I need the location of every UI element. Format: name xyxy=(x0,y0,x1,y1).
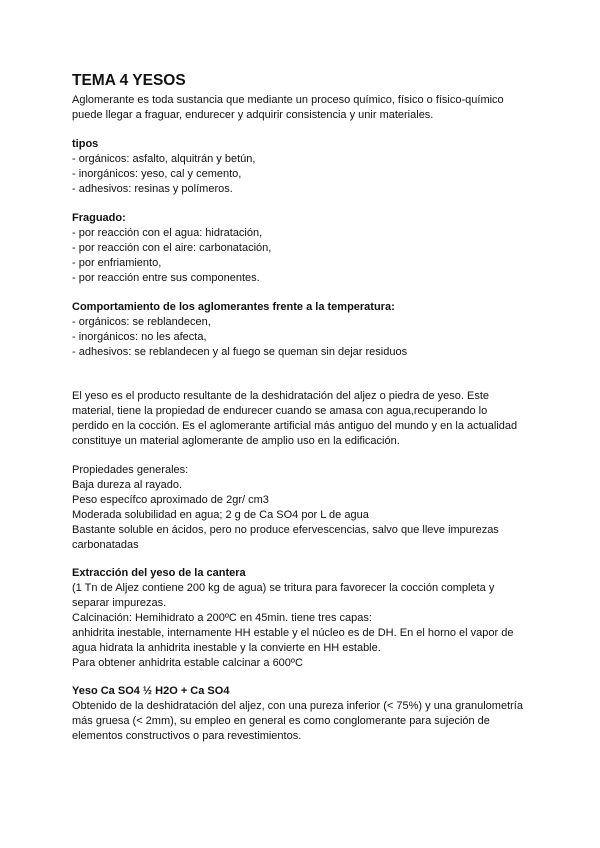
yeso-definition-line: material, tiene la propiedad de endurecer cuando se amasa con agua,recuperando lo xyxy=(72,405,488,417)
section-heading-propiedades: Propiedades generales: xyxy=(72,464,189,476)
section-heading-comportamiento: Comportamiento de los aglomerantes frente a la temperatura: xyxy=(72,301,395,313)
extraccion-line: separar impurezas. xyxy=(72,597,167,609)
comportamiento-item: - adhesivos: se reblandecen y al fuego se queman sin dejar residuos xyxy=(72,346,408,358)
tipos-item: - inorgánicos: yeso, cal y cemento, xyxy=(72,168,242,180)
yeso-definition-line: perdido en la cocción. Es el aglomerante artificial más antiguo del mundo y en la actualidad xyxy=(72,420,518,432)
section-heading-extraccion: Extracción del yeso de la cantera xyxy=(72,567,246,579)
comportamiento-item: - inorgánicos: no les afecta, xyxy=(72,331,207,343)
section-heading-fraguado: Fraguado: xyxy=(72,212,126,224)
yeso-ca-line: elementos constructivos o para revestimientos. xyxy=(72,730,302,742)
fraguado-item: - por reacción con el aire: carbonatación, xyxy=(72,242,272,254)
comportamiento-item: - orgánicos: se reblandecen, xyxy=(72,316,211,328)
propiedades-item: carbonatadas xyxy=(72,539,139,551)
fraguado-item: - por reacción con el agua: hidratación, xyxy=(72,227,263,239)
yeso-ca-line: Obtenido de la deshidratación del aljez, con una pureza inferior (< 75%) y una granulometría xyxy=(72,700,523,712)
extraccion-line: Para obtener anhidrita estable calcinar a 600ºC xyxy=(72,657,303,669)
fraguado-item: - por enfriamiento, xyxy=(72,257,162,269)
document-content xyxy=(72,72,532,744)
yeso-definition-line: El yeso es el producto resultante de la deshidratación del aljez o piedra de yeso. Este xyxy=(72,390,490,402)
propiedades-item: Peso específco aproximado de 2gr/ cm3 xyxy=(72,494,269,506)
propiedades-item: Bastante soluble en ácidos, pero no produce efervescencias, salvo que lleve impurezas xyxy=(72,524,499,536)
yeso-ca-line: más gruesa (< 2mm), su empleo en general es como conglomerante para sujeción de xyxy=(72,715,490,727)
extraccion-line: agua hidrata la anhidrita inestable y la convierte en HH estable. xyxy=(72,642,381,654)
intro-line: Aglomerante es toda sustancia que mediante un proceso químico, físico o físico-químico xyxy=(72,94,504,106)
yeso-definition-line: constituye un material aglomerante de amplio uso en la edificación. xyxy=(72,435,400,447)
extraccion-line: (1 Tn de Aljez contiene 200 kg de agua) se tritura para favorecer la cocción completa y xyxy=(72,582,495,594)
intro-line: puede llegar a fraguar, endurecer y adquirir consistencia y unir materiales. xyxy=(72,109,434,121)
document-title: TEMA 4 YESOS xyxy=(72,72,186,89)
propiedades-item: Moderada solubilidad en agua; 2 g de Ca SO4 por L de agua xyxy=(72,509,369,521)
propiedades-item: Baja dureza al rayado. xyxy=(72,479,183,491)
extraccion-line: Calcinación: Hemihidrato a 200ºC en 45min. tiene tres capas: xyxy=(72,612,372,624)
fraguado-item: - por reacción entre sus componentes. xyxy=(72,272,260,284)
tipos-item: - orgánicos: asfalto, alquitrán y betún, xyxy=(72,153,256,165)
section-heading-tipos: tipos xyxy=(72,138,99,150)
extraccion-line: anhidrita inestable, internamente HH estable y el núcleo es de DH. En el horno el vapor de xyxy=(72,627,514,639)
tipos-item: - adhesivos: resinas y polímeros. xyxy=(72,183,233,195)
section-heading-yeso-ca: Yeso Ca SO4 ½ H2O + Ca SO4 xyxy=(72,685,230,697)
